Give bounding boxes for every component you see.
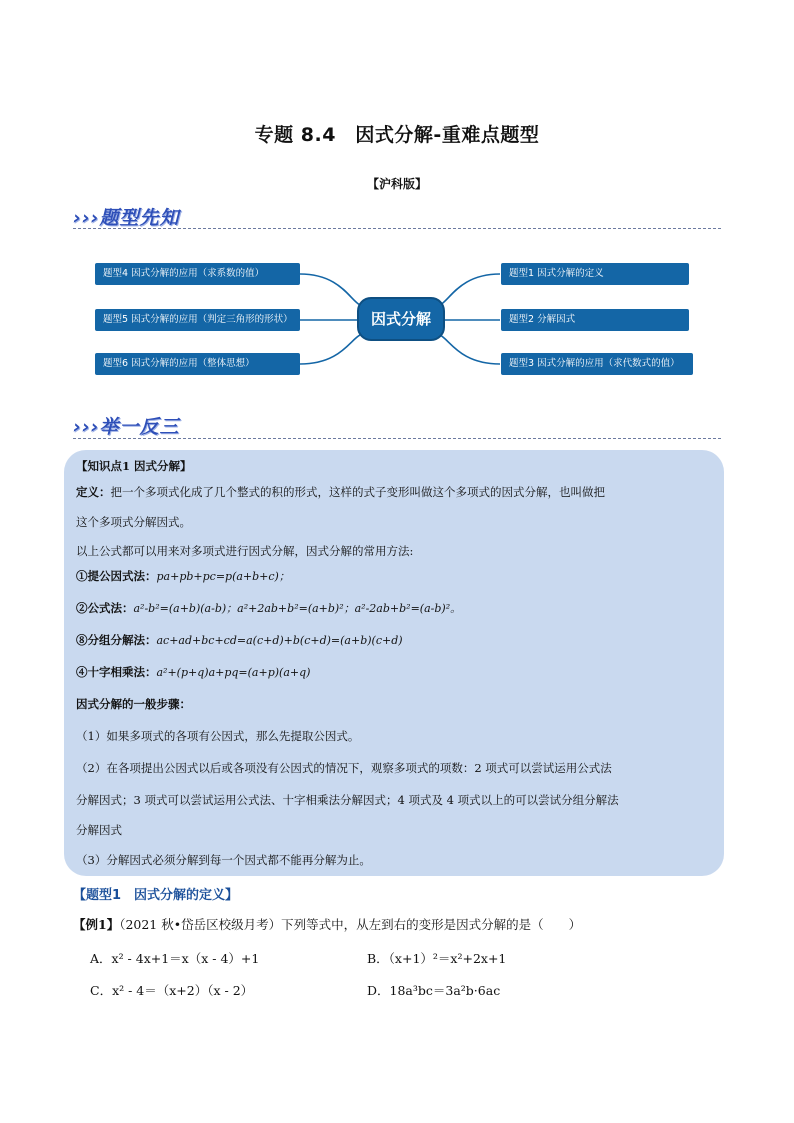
example-1 (73, 915, 581, 933)
step-2-end: 分解因式 (76, 823, 122, 837)
mindmap-center: 因式分解 (357, 297, 445, 341)
edition-label: 【沪科版】 (366, 177, 427, 191)
step-1: （1）如果多项式的各项有公因式，那么先提取公因式。 (76, 729, 360, 743)
definition-text-continued: 这个多项式分解因式。 (76, 515, 191, 529)
page-title: 专题 8.4 因式分解-重难点题型 (254, 124, 540, 146)
method-3-label: ⑧分组分解法： (76, 633, 157, 647)
definition-label: 定义： (76, 485, 111, 499)
knowledge-card (64, 450, 724, 876)
method-2-formula: a²-b²=(a+b)(a-b)；a²+2ab+b²=(a+b)²；a²-2ab+b²=(a-b)²。 (133, 602, 462, 615)
method-1-label: ①提公因式法： (76, 569, 157, 583)
definition-text: 把一个多项式化成了几个整式的积的形式，这样的式子变形叫做这个多项式的因式分解，也叫做把 (110, 485, 605, 499)
example-1-label: 【例1】 (73, 917, 120, 932)
steps-title: 因式分解的一般步骤： (76, 697, 191, 711)
method-1-formula: pa+pb+pc=p(a+b+c)； (156, 570, 290, 583)
method-2 (76, 600, 712, 617)
method-2-label: ②公式法： (76, 601, 134, 615)
method-1 (76, 568, 712, 585)
step-2: （2）在各项提出公因式以后或各项没有公因式的情况下，观察多项式的项数：2 项式可以尝试运用公式法 (76, 761, 612, 775)
method-3 (76, 632, 712, 649)
section-heading-preview: ›››题型先知 (73, 207, 180, 229)
definition-line (76, 484, 712, 500)
mindmap-node-type4: 题型4 因式分解的应用（求系数的值） (95, 263, 300, 285)
method-4-formula: a²+(p+q)a+pq=(a+p)(a+q) (156, 666, 311, 679)
option-a: A．x² - 4x+1＝x（x - 4）+1 (90, 951, 260, 966)
option-b: B．（x+1）²＝x²+2x+1 (367, 951, 507, 966)
mindmap-node-type5: 题型5 因式分解的应用（判定三角形的形状） (95, 309, 300, 331)
example-1-text: （2021 秋•岱岳区校级月考）下列等式中，从左到右的变形是因式分解的是（ ） (119, 917, 582, 932)
option-d: D．18a³bc＝3a²b·6ac (367, 983, 501, 998)
mindmap-node-type1: 题型1 因式分解的定义 (501, 263, 689, 285)
mindmap-node-type2: 题型2 分解因式 (501, 309, 689, 331)
mindmap-node-type3: 题型3 因式分解的应用（求代数式的值） (501, 353, 693, 375)
method-4-label: ④十字相乘法： (76, 665, 157, 679)
type1-heading: 【题型1 因式分解的定义】 (73, 888, 239, 903)
option-c: C．x² - 4＝（x+2）（x - 2） (90, 983, 254, 998)
step-3: （3）分解因式必须分解到每一个因式都不能再分解为止。 (76, 853, 371, 867)
mindmap-node-type6: 题型6 因式分解的应用（整体思想） (95, 353, 300, 375)
step-2-continued: 分解因式；3 项式可以尝试运用公式法、十字相乘法分解因式；4 项式及 4 项式以上的可以尝试分组分解法 (76, 793, 619, 807)
method-4 (76, 664, 712, 681)
section-divider (73, 438, 721, 439)
section-heading-practice: ›››举一反三 (73, 416, 180, 438)
methods-intro: 以上公式都可以用来对多项式进行因式分解，因式分解的常用方法: (76, 544, 414, 558)
method-3-formula: ac+ad+bc+cd=a(c+d)+b(c+d)=(a+b)(c+d) (156, 634, 403, 647)
knowledge-heading: 【知识点1 因式分解】 (76, 459, 192, 473)
